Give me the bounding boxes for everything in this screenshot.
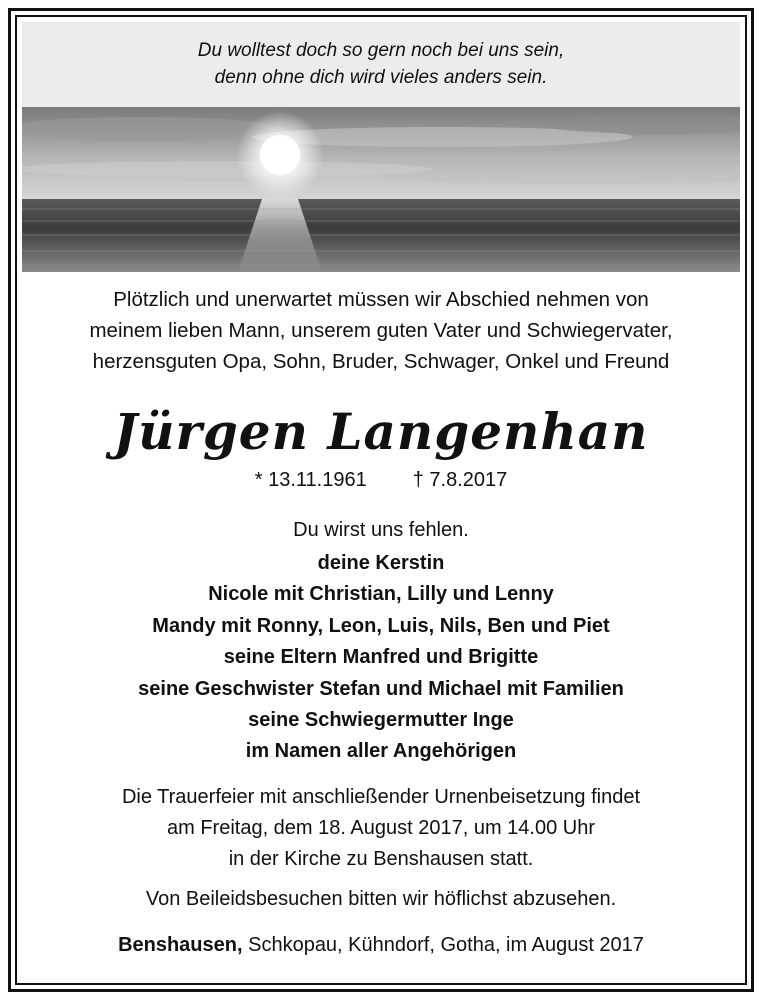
- mourner-line: seine Eltern Manfred und Brigitte: [223, 646, 539, 669]
- funeral-line-1: Die Trauerfeier mit anschließender Urnenbeisetzung findet: [121, 786, 641, 808]
- mourner-line: im Namen aller Angehörigen: [245, 740, 517, 763]
- mourner-line: deine Kerstin: [317, 552, 445, 574]
- intro-line-3: herzensguten Opa, Sohn, Bruder, Schwager, Onkel und Freund: [92, 350, 670, 373]
- farewell-line: Du wirst uns fehlen.: [293, 519, 469, 541]
- funeral-notice: [22, 782, 740, 875]
- mourner-line: seine Geschwister Stefan und Michael mit Familien: [138, 677, 624, 700]
- quote-line-1: Du wolltest doch so gern noch bei uns sein,: [197, 40, 565, 61]
- quote-line-2: denn ohne dich wird vieles anders sein.: [214, 67, 548, 88]
- sunset-over-sea-image: [22, 107, 740, 272]
- mourners-list: [22, 548, 740, 768]
- birth-date: * 13.11.1961: [254, 469, 367, 491]
- life-dates: [22, 466, 740, 494]
- mourner-line: Nicole mit Christian, Lilly und Lenny: [208, 583, 554, 606]
- death-date: † 7.8.2017: [412, 469, 508, 491]
- funeral-line-3: in der Kirche zu Benshausen statt.: [228, 848, 534, 870]
- places-rest: Schkopau, Kühndorf, Gotha, im August 2017: [242, 934, 644, 956]
- intro-line-1: Plötzlich und unerwartet müssen wir Abschied nehmen von: [113, 288, 649, 311]
- deceased-name: Jürgen Langenhan: [113, 402, 649, 461]
- intro-text: [22, 284, 740, 377]
- mourner-line: Mandy mit Ronny, Leon, Luis, Nils, Ben und Piet: [152, 614, 610, 637]
- condolence-note: Von Beileidsbesuchen bitten wir höflichst abzusehen.: [145, 888, 617, 910]
- funeral-line-2: am Freitag, dem 18. August 2017, um 14.00 Uhr: [166, 817, 596, 839]
- quote-box: [22, 22, 740, 107]
- places-and-date: [22, 930, 740, 960]
- mourner-line: seine Schwiegermutter Inge: [248, 709, 514, 732]
- place-main: Benshausen,: [118, 934, 243, 956]
- intro-line-2: meinem lieben Mann, unserem guten Vater und Schwiegervater,: [89, 319, 673, 342]
